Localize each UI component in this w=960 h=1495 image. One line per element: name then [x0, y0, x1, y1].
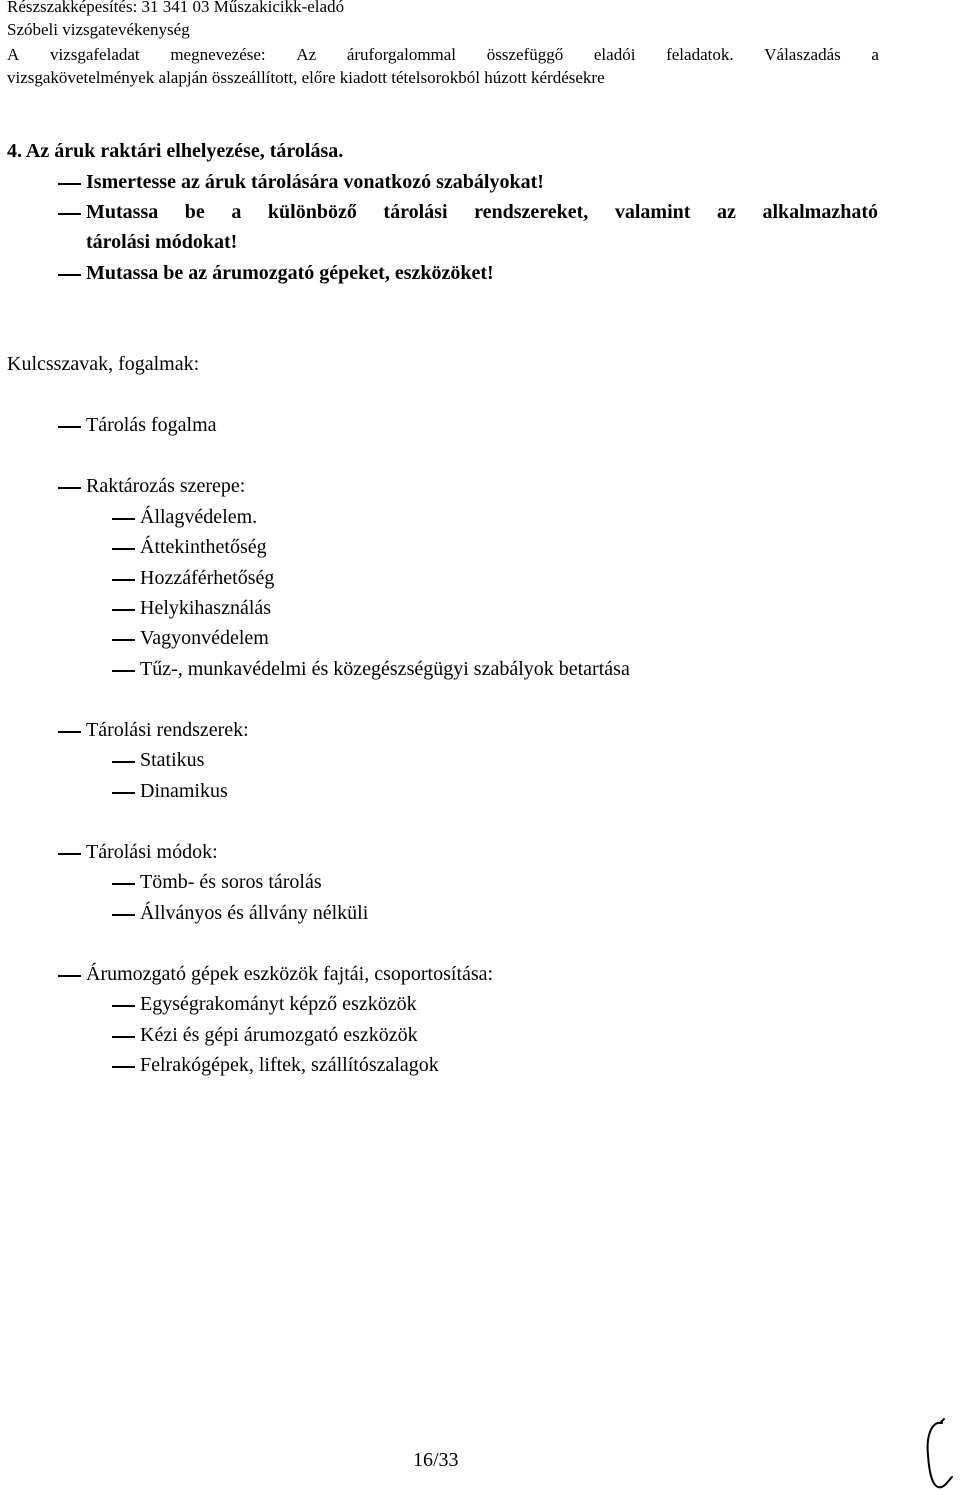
header-word: A — [7, 45, 20, 64]
dash-bullet — [112, 1066, 135, 1068]
task-item-continuation: tárolási módokat! — [86, 231, 238, 253]
dash-bullet — [58, 975, 81, 977]
header-word: áruforgalommal — [346, 45, 457, 64]
task-item-word: valamint — [614, 201, 691, 223]
header-task-name-cont: vizsgakövetelmények alapján összeállított, előre kiadott tételsorokból húzott kérdésekre — [7, 68, 605, 87]
keyword-subitem-text: Vagyonvédelem — [140, 627, 269, 649]
keyword-group-label — [86, 475, 245, 498]
page-number: 16/33 — [413, 1449, 459, 1471]
dash-bullet — [58, 426, 81, 428]
keyword-subitem-text: Hozzáférhetőség — [140, 567, 275, 589]
dash-bullet — [112, 1036, 135, 1038]
keyword-subitem-text: Felrakógépek, liftek, szállítószalagok — [140, 1054, 439, 1076]
keyword-text: Tárolási rendszerek: — [86, 719, 249, 741]
task-item-text: Ismertesse az áruk tárolására vonatkozó szabályokat! — [86, 171, 544, 193]
dash-bullet — [112, 670, 135, 672]
task-item-word: tárolási — [383, 201, 448, 223]
dash-bullet — [112, 518, 135, 520]
header-word: a — [871, 45, 879, 64]
keyword-subitem — [140, 749, 204, 772]
header-qualification: Részszakképesítés: 31 341 03 Műszakicikk-eladó — [7, 0, 345, 16]
task-item — [86, 262, 494, 285]
task-item-text: Mutassa be az árumozgató gépeket, eszközöket! — [86, 262, 494, 284]
keyword-subitem-text: Dinamikus — [140, 780, 228, 802]
keyword-subitem — [140, 993, 417, 1016]
keyword-text: Raktározás szerepe: — [86, 475, 246, 497]
keyword-subitem — [140, 627, 269, 650]
keyword-subitem-text: Egységrakományt képző eszközök — [140, 993, 417, 1015]
keyword-subitem — [140, 567, 274, 590]
dash-bullet — [58, 274, 81, 276]
dash-bullet — [112, 792, 135, 794]
header-exam-activity: Szóbeli vizsgatevékenység — [7, 20, 190, 39]
keyword-subitem — [140, 536, 267, 559]
keyword-subitem-text: Helykihasználás — [140, 597, 272, 619]
dash-bullet — [112, 761, 135, 763]
task-item-word: Mutassa — [86, 201, 159, 223]
task-item-word: a — [231, 201, 242, 223]
keyword-group-label — [86, 963, 493, 986]
header-word: vizsgafeladat — [49, 45, 140, 64]
task-item-word: be — [184, 201, 205, 223]
keyword-subitem-text: Tömb- és soros tárolás — [140, 871, 322, 893]
task-item — [86, 171, 544, 194]
dash-bullet — [58, 213, 81, 215]
keyword-subitem — [140, 871, 322, 894]
dash-bullet — [58, 487, 81, 489]
keyword-subitem — [140, 1054, 439, 1077]
dash-bullet — [112, 639, 135, 641]
dash-bullet — [112, 1005, 135, 1007]
keyword-item — [86, 414, 217, 437]
header-word: összefüggő — [486, 45, 564, 64]
keyword-subitem-text: Állványos és állvány nélküli — [140, 902, 369, 924]
keyword-subitem — [140, 1024, 418, 1047]
dash-bullet — [112, 609, 135, 611]
keyword-subitem — [140, 658, 630, 681]
keyword-subitem-text: Áttekinthetőség — [140, 536, 267, 558]
dash-bullet — [58, 853, 81, 855]
header-word: Az — [296, 45, 317, 64]
keyword-text: Tárolási módok: — [86, 841, 218, 863]
dash-bullet — [112, 579, 135, 581]
task-item-word: az — [716, 201, 736, 223]
keyword-group-label — [86, 719, 249, 742]
task-item — [86, 201, 878, 224]
keywords-heading: Kulcsszavak, fogalmak: — [7, 353, 200, 375]
task-item-word: különböző — [267, 201, 357, 223]
keyword-subitem — [140, 780, 228, 803]
dash-bullet — [112, 914, 135, 916]
header-word: megnevezése: — [170, 45, 266, 64]
keyword-subitem-text: Statikus — [140, 749, 205, 771]
task-title: 4. Az áruk raktári elhelyezése, tárolása. — [7, 140, 344, 162]
header-task-name — [7, 45, 879, 65]
dash-bullet — [58, 183, 81, 185]
dash-bullet — [58, 731, 81, 733]
keyword-subitem-text: Tűz-, munkavédelmi és közegészségügyi szabályok betartása — [140, 658, 630, 680]
keyword-subitem — [140, 902, 368, 925]
signature-mark — [918, 1415, 958, 1495]
keyword-text: Árumozgató gépek eszközök fajtái, csoportosítása: — [86, 963, 494, 985]
keyword-subitem — [140, 506, 257, 529]
header-word: feladatok. — [666, 45, 734, 64]
task-item-word: alkalmazható — [762, 201, 878, 223]
keyword-subitem-text: Állagvédelem. — [140, 506, 258, 528]
dash-bullet — [112, 548, 135, 550]
keyword-text: Tárolás fogalma — [86, 414, 217, 436]
dash-bullet — [112, 883, 135, 885]
task-item-word: rendszereket, — [474, 201, 589, 223]
header-word: Válaszadás — [764, 45, 841, 64]
header-word: eladói — [593, 45, 636, 64]
keyword-subitem — [140, 597, 271, 620]
keyword-subitem-text: Kézi és gépi árumozgató eszközök — [140, 1024, 418, 1046]
keyword-group-label — [86, 841, 218, 864]
